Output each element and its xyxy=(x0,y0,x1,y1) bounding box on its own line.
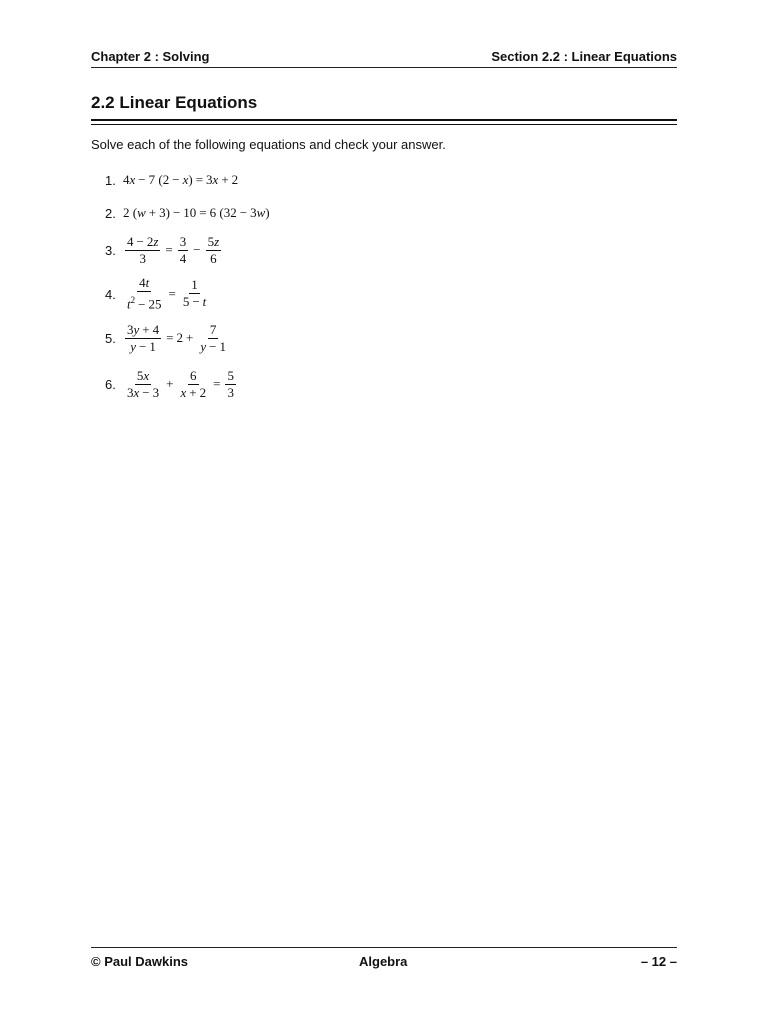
section-label: Section 2.2 : Linear Equations xyxy=(491,49,677,64)
problem-number: 2. xyxy=(105,205,116,221)
title-divider-thin xyxy=(91,124,677,125)
problem-number: 4. xyxy=(105,286,116,302)
copyright: © Paul Dawkins xyxy=(91,954,188,969)
section-title: 2.2 Linear Equations xyxy=(91,93,258,112)
page-number: – 12 – xyxy=(640,954,677,969)
problem-4 xyxy=(105,276,210,312)
problem-2 xyxy=(105,195,270,231)
problem-number: 5. xyxy=(105,330,116,346)
instructions: Solve each of the following equations and check your answer. xyxy=(91,137,446,152)
problem-6 xyxy=(105,366,238,402)
book-title: Algebra xyxy=(359,954,408,969)
page-header xyxy=(91,49,677,67)
equation: $\frac{4t}{t^2 - 25}$ = $\frac{1}{5 - t}$ xyxy=(127,275,207,312)
equation: $\frac{3y + 4}{y - 1}$ = 2 + $\frac{7}{y - 1}$ xyxy=(127,321,226,354)
footer-divider xyxy=(91,947,677,948)
equation: $\frac{5x}{3x - 3}$ + $\frac{6}{x + 2}$ = $\frac{5}{3}$ xyxy=(127,367,234,400)
equation: $\frac{4 - 2z}{3}$ = $\frac{3}{4}$ − $\frac{5z}{6}$ xyxy=(127,233,220,266)
chapter-label: Chapter 2 : Solving xyxy=(91,49,210,64)
page-footer xyxy=(91,954,677,972)
equation: 2 ( w + 3) − 10 = 6 (32 − 3 w ) xyxy=(123,205,270,220)
problem-number: 3. xyxy=(105,242,116,258)
title-divider-thick xyxy=(91,119,677,121)
problem-3 xyxy=(105,232,223,268)
problem-number: 6. xyxy=(105,376,116,392)
problem-5 xyxy=(105,320,230,356)
problem-number: 1. xyxy=(105,172,116,188)
header-divider xyxy=(91,67,677,68)
problem-1 xyxy=(105,162,238,198)
equation: 4 x − 7 (2 − x ) = 3 x + 2 xyxy=(123,172,239,187)
